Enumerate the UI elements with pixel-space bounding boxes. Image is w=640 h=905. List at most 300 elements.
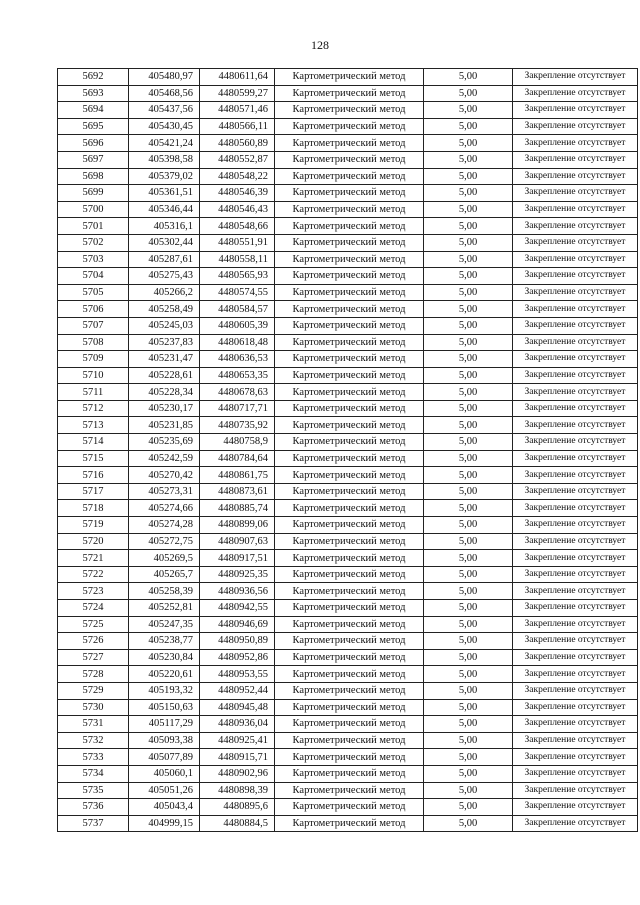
x-coordinate-cell: 405193,32 <box>129 682 200 699</box>
accuracy-cell: 5,00 <box>424 351 513 368</box>
fixing-description-cell: Закрепление отсутствует <box>513 732 638 749</box>
x-coordinate-cell: 405258,49 <box>129 301 200 318</box>
accuracy-cell: 5,00 <box>424 749 513 766</box>
x-coordinate-cell: 405237,83 <box>129 334 200 351</box>
table-row <box>58 334 638 351</box>
accuracy-cell: 5,00 <box>424 151 513 168</box>
point-number-cell: 5698 <box>58 168 129 185</box>
accuracy-cell: 5,00 <box>424 533 513 550</box>
x-coordinate-cell: 405468,56 <box>129 85 200 102</box>
fixing-description-cell: Закрепление отсутствует <box>513 600 638 617</box>
table-row <box>58 566 638 583</box>
table-row <box>58 85 638 102</box>
accuracy-cell: 5,00 <box>424 201 513 218</box>
accuracy-cell: 5,00 <box>424 799 513 816</box>
table-row <box>58 600 638 617</box>
accuracy-cell: 5,00 <box>424 633 513 650</box>
fixing-description-cell: Закрепление отсутствует <box>513 765 638 782</box>
accuracy-cell: 5,00 <box>424 185 513 202</box>
fixing-description-cell: Закрепление отсутствует <box>513 699 638 716</box>
table-row <box>58 450 638 467</box>
point-number-cell: 5712 <box>58 400 129 417</box>
x-coordinate-cell: 405235,69 <box>129 434 200 451</box>
fixing-description-cell: Закрепление отсутствует <box>513 400 638 417</box>
y-coordinate-cell: 4480636,53 <box>200 351 275 368</box>
table-row <box>58 732 638 749</box>
accuracy-cell: 5,00 <box>424 550 513 567</box>
method-cell: Картометрический метод <box>275 483 424 500</box>
y-coordinate-cell: 4480571,46 <box>200 102 275 119</box>
table-row <box>58 185 638 202</box>
accuracy-cell: 5,00 <box>424 434 513 451</box>
fixing-description-cell: Закрепление отсутствует <box>513 384 638 401</box>
method-cell: Картометрический метод <box>275 716 424 733</box>
y-coordinate-cell: 4480917,51 <box>200 550 275 567</box>
x-coordinate-cell: 405252,81 <box>129 600 200 617</box>
x-coordinate-cell: 405228,61 <box>129 367 200 384</box>
y-coordinate-cell: 4480618,48 <box>200 334 275 351</box>
method-cell: Картометрический метод <box>275 168 424 185</box>
point-number-cell: 5725 <box>58 616 129 633</box>
accuracy-cell: 5,00 <box>424 317 513 334</box>
table-row <box>58 284 638 301</box>
point-number-cell: 5700 <box>58 201 129 218</box>
y-coordinate-cell: 4480907,63 <box>200 533 275 550</box>
x-coordinate-cell: 405093,38 <box>129 732 200 749</box>
x-coordinate-cell: 405274,66 <box>129 500 200 517</box>
x-coordinate-cell: 404999,15 <box>129 815 200 832</box>
method-cell: Картометрический метод <box>275 600 424 617</box>
table-row <box>58 799 638 816</box>
point-number-cell: 5707 <box>58 317 129 334</box>
accuracy-cell: 5,00 <box>424 732 513 749</box>
fixing-description-cell: Закрепление отсутствует <box>513 749 638 766</box>
method-cell: Картометрический метод <box>275 268 424 285</box>
accuracy-cell: 5,00 <box>424 102 513 119</box>
x-coordinate-cell: 405238,77 <box>129 633 200 650</box>
table-row <box>58 135 638 152</box>
point-number-cell: 5734 <box>58 765 129 782</box>
point-number-cell: 5693 <box>58 85 129 102</box>
fixing-description-cell: Закрепление отсутствует <box>513 467 638 484</box>
y-coordinate-cell: 4480546,43 <box>200 201 275 218</box>
table-row <box>58 251 638 268</box>
y-coordinate-cell: 4480574,55 <box>200 284 275 301</box>
y-coordinate-cell: 4480925,41 <box>200 732 275 749</box>
y-coordinate-cell: 4480902,96 <box>200 765 275 782</box>
accuracy-cell: 5,00 <box>424 517 513 534</box>
table-row <box>58 317 638 334</box>
method-cell: Картометрический метод <box>275 749 424 766</box>
point-number-cell: 5732 <box>58 732 129 749</box>
point-number-cell: 5719 <box>58 517 129 534</box>
x-coordinate-cell: 405269,5 <box>129 550 200 567</box>
y-coordinate-cell: 4480758,9 <box>200 434 275 451</box>
y-coordinate-cell: 4480952,44 <box>200 682 275 699</box>
fixing-description-cell: Закрепление отсутствует <box>513 118 638 135</box>
point-number-cell: 5728 <box>58 666 129 683</box>
accuracy-cell: 5,00 <box>424 118 513 135</box>
accuracy-cell: 5,00 <box>424 450 513 467</box>
point-number-cell: 5694 <box>58 102 129 119</box>
x-coordinate-cell: 405150,63 <box>129 699 200 716</box>
x-coordinate-cell: 405270,42 <box>129 467 200 484</box>
y-coordinate-cell: 4480885,74 <box>200 500 275 517</box>
method-cell: Картометрический метод <box>275 367 424 384</box>
point-number-cell: 5737 <box>58 815 129 832</box>
fixing-description-cell: Закрепление отсутствует <box>513 500 638 517</box>
point-number-cell: 5721 <box>58 550 129 567</box>
y-coordinate-cell: 4480942,55 <box>200 600 275 617</box>
method-cell: Картометрический метод <box>275 815 424 832</box>
table-row <box>58 467 638 484</box>
y-coordinate-cell: 4480873,61 <box>200 483 275 500</box>
fixing-description-cell: Закрепление отсутствует <box>513 135 638 152</box>
accuracy-cell: 5,00 <box>424 251 513 268</box>
accuracy-cell: 5,00 <box>424 218 513 235</box>
table-row <box>58 666 638 683</box>
method-cell: Картометрический метод <box>275 699 424 716</box>
method-cell: Картометрический метод <box>275 185 424 202</box>
accuracy-cell: 5,00 <box>424 168 513 185</box>
point-number-cell: 5711 <box>58 384 129 401</box>
table-row <box>58 682 638 699</box>
method-cell: Картометрический метод <box>275 517 424 534</box>
point-number-cell: 5720 <box>58 533 129 550</box>
method-cell: Картометрический метод <box>275 616 424 633</box>
accuracy-cell: 5,00 <box>424 85 513 102</box>
y-coordinate-cell: 4480936,04 <box>200 716 275 733</box>
point-number-cell: 5733 <box>58 749 129 766</box>
method-cell: Картометрический метод <box>275 732 424 749</box>
fixing-description-cell: Закрепление отсутствует <box>513 533 638 550</box>
x-coordinate-cell: 405060,1 <box>129 765 200 782</box>
y-coordinate-cell: 4480548,22 <box>200 168 275 185</box>
x-coordinate-cell: 405398,58 <box>129 151 200 168</box>
x-coordinate-cell: 405274,28 <box>129 517 200 534</box>
point-number-cell: 5727 <box>58 649 129 666</box>
y-coordinate-cell: 4480884,5 <box>200 815 275 832</box>
x-coordinate-cell: 405379,02 <box>129 168 200 185</box>
y-coordinate-cell: 4480950,89 <box>200 633 275 650</box>
method-cell: Картометрический метод <box>275 334 424 351</box>
point-number-cell: 5705 <box>58 284 129 301</box>
table-row <box>58 749 638 766</box>
point-number-cell: 5704 <box>58 268 129 285</box>
method-cell: Картометрический метод <box>275 417 424 434</box>
method-cell: Картометрический метод <box>275 533 424 550</box>
table-row <box>58 716 638 733</box>
method-cell: Картометрический метод <box>275 351 424 368</box>
x-coordinate-cell: 405220,61 <box>129 666 200 683</box>
point-number-cell: 5724 <box>58 600 129 617</box>
fixing-description-cell: Закрепление отсутствует <box>513 633 638 650</box>
table-body <box>58 69 638 832</box>
y-coordinate-cell: 4480551,91 <box>200 234 275 251</box>
y-coordinate-cell: 4480552,87 <box>200 151 275 168</box>
y-coordinate-cell: 4480735,92 <box>200 417 275 434</box>
table-row <box>58 616 638 633</box>
point-number-cell: 5710 <box>58 367 129 384</box>
method-cell: Картометрический метод <box>275 434 424 451</box>
method-cell: Картометрический метод <box>275 234 424 251</box>
method-cell: Картометрический метод <box>275 799 424 816</box>
y-coordinate-cell: 4480560,89 <box>200 135 275 152</box>
accuracy-cell: 5,00 <box>424 483 513 500</box>
fixing-description-cell: Закрепление отсутствует <box>513 566 638 583</box>
table-row <box>58 351 638 368</box>
fixing-description-cell: Закрепление отсутствует <box>513 185 638 202</box>
fixing-description-cell: Закрепление отсутствует <box>513 151 638 168</box>
fixing-description-cell: Закрепление отсутствует <box>513 434 638 451</box>
fixing-description-cell: Закрепление отсутствует <box>513 301 638 318</box>
table-row <box>58 533 638 550</box>
table-row <box>58 384 638 401</box>
y-coordinate-cell: 4480946,69 <box>200 616 275 633</box>
method-cell: Картометрический метод <box>275 633 424 650</box>
accuracy-cell: 5,00 <box>424 135 513 152</box>
x-coordinate-cell: 405242,59 <box>129 450 200 467</box>
y-coordinate-cell: 4480599,27 <box>200 85 275 102</box>
table-row <box>58 151 638 168</box>
method-cell: Картометрический метод <box>275 135 424 152</box>
point-number-cell: 5692 <box>58 69 129 86</box>
fixing-description-cell: Закрепление отсутствует <box>513 649 638 666</box>
table-row <box>58 483 638 500</box>
x-coordinate-cell: 405287,61 <box>129 251 200 268</box>
fixing-description-cell: Закрепление отсутствует <box>513 351 638 368</box>
accuracy-cell: 5,00 <box>424 268 513 285</box>
x-coordinate-cell: 405230,84 <box>129 649 200 666</box>
y-coordinate-cell: 4480936,56 <box>200 583 275 600</box>
accuracy-cell: 5,00 <box>424 500 513 517</box>
accuracy-cell: 5,00 <box>424 682 513 699</box>
y-coordinate-cell: 4480953,55 <box>200 666 275 683</box>
fixing-description-cell: Закрепление отсутствует <box>513 69 638 86</box>
method-cell: Картометрический метод <box>275 682 424 699</box>
accuracy-cell: 5,00 <box>424 716 513 733</box>
accuracy-cell: 5,00 <box>424 815 513 832</box>
method-cell: Картометрический метод <box>275 201 424 218</box>
fixing-description-cell: Закрепление отсутствует <box>513 367 638 384</box>
method-cell: Картометрический метод <box>275 765 424 782</box>
point-number-cell: 5713 <box>58 417 129 434</box>
point-number-cell: 5714 <box>58 434 129 451</box>
point-number-cell: 5708 <box>58 334 129 351</box>
y-coordinate-cell: 4480925,35 <box>200 566 275 583</box>
fixing-description-cell: Закрепление отсутствует <box>513 583 638 600</box>
point-number-cell: 5703 <box>58 251 129 268</box>
accuracy-cell: 5,00 <box>424 334 513 351</box>
y-coordinate-cell: 4480899,06 <box>200 517 275 534</box>
y-coordinate-cell: 4480861,75 <box>200 467 275 484</box>
method-cell: Картометрический метод <box>275 85 424 102</box>
method-cell: Картометрический метод <box>275 400 424 417</box>
y-coordinate-cell: 4480611,64 <box>200 69 275 86</box>
table-row <box>58 765 638 782</box>
fixing-description-cell: Закрепление отсутствует <box>513 450 638 467</box>
accuracy-cell: 5,00 <box>424 301 513 318</box>
fixing-description-cell: Закрепление отсутствует <box>513 682 638 699</box>
table-row <box>58 218 638 235</box>
y-coordinate-cell: 4480558,11 <box>200 251 275 268</box>
point-number-cell: 5730 <box>58 699 129 716</box>
y-coordinate-cell: 4480584,57 <box>200 301 275 318</box>
method-cell: Картометрический метод <box>275 550 424 567</box>
y-coordinate-cell: 4480678,63 <box>200 384 275 401</box>
table-row <box>58 815 638 832</box>
table-row <box>58 301 638 318</box>
table-row <box>58 583 638 600</box>
method-cell: Картометрический метод <box>275 649 424 666</box>
method-cell: Картометрический метод <box>275 467 424 484</box>
fixing-description-cell: Закрепление отсутствует <box>513 616 638 633</box>
x-coordinate-cell: 405247,35 <box>129 616 200 633</box>
method-cell: Картометрический метод <box>275 583 424 600</box>
point-number-cell: 5716 <box>58 467 129 484</box>
table-row <box>58 118 638 135</box>
y-coordinate-cell: 4480565,93 <box>200 268 275 285</box>
method-cell: Картометрический метод <box>275 69 424 86</box>
fixing-description-cell: Закрепление отсутствует <box>513 218 638 235</box>
table-row <box>58 550 638 567</box>
x-coordinate-cell: 405051,26 <box>129 782 200 799</box>
fixing-description-cell: Закрепление отсутствует <box>513 334 638 351</box>
table-row <box>58 367 638 384</box>
point-number-cell: 5735 <box>58 782 129 799</box>
fixing-description-cell: Закрепление отсутствует <box>513 317 638 334</box>
y-coordinate-cell: 4480945,48 <box>200 699 275 716</box>
method-cell: Картометрический метод <box>275 118 424 135</box>
accuracy-cell: 5,00 <box>424 666 513 683</box>
accuracy-cell: 5,00 <box>424 69 513 86</box>
y-coordinate-cell: 4480952,86 <box>200 649 275 666</box>
y-coordinate-cell: 4480898,39 <box>200 782 275 799</box>
table-row <box>58 417 638 434</box>
table-row <box>58 434 638 451</box>
method-cell: Картометрический метод <box>275 566 424 583</box>
point-number-cell: 5695 <box>58 118 129 135</box>
method-cell: Картометрический метод <box>275 284 424 301</box>
fixing-description-cell: Закрепление отсутствует <box>513 168 638 185</box>
accuracy-cell: 5,00 <box>424 467 513 484</box>
accuracy-cell: 5,00 <box>424 699 513 716</box>
point-number-cell: 5706 <box>58 301 129 318</box>
x-coordinate-cell: 405275,43 <box>129 268 200 285</box>
accuracy-cell: 5,00 <box>424 367 513 384</box>
y-coordinate-cell: 4480653,35 <box>200 367 275 384</box>
page-number: 128 <box>311 38 329 52</box>
accuracy-cell: 5,00 <box>424 400 513 417</box>
y-coordinate-cell: 4480895,6 <box>200 799 275 816</box>
y-coordinate-cell: 4480915,71 <box>200 749 275 766</box>
x-coordinate-cell: 405077,89 <box>129 749 200 766</box>
point-number-cell: 5699 <box>58 185 129 202</box>
x-coordinate-cell: 405421,24 <box>129 135 200 152</box>
y-coordinate-cell: 4480717,71 <box>200 400 275 417</box>
x-coordinate-cell: 405266,2 <box>129 284 200 301</box>
point-number-cell: 5731 <box>58 716 129 733</box>
method-cell: Картометрический метод <box>275 151 424 168</box>
table-row <box>58 500 638 517</box>
method-cell: Картометрический метод <box>275 500 424 517</box>
x-coordinate-cell: 405346,44 <box>129 201 200 218</box>
fixing-description-cell: Закрепление отсутствует <box>513 234 638 251</box>
point-number-cell: 5696 <box>58 135 129 152</box>
method-cell: Картометрический метод <box>275 301 424 318</box>
point-number-cell: 5702 <box>58 234 129 251</box>
point-number-cell: 5736 <box>58 799 129 816</box>
fixing-description-cell: Закрепление отсутствует <box>513 417 638 434</box>
x-coordinate-cell: 405228,34 <box>129 384 200 401</box>
accuracy-cell: 5,00 <box>424 417 513 434</box>
x-coordinate-cell: 405437,56 <box>129 102 200 119</box>
point-number-cell: 5723 <box>58 583 129 600</box>
fixing-description-cell: Закрепление отсутствует <box>513 201 638 218</box>
x-coordinate-cell: 405230,17 <box>129 400 200 417</box>
point-number-cell: 5697 <box>58 151 129 168</box>
x-coordinate-cell: 405272,75 <box>129 533 200 550</box>
point-number-cell: 5717 <box>58 483 129 500</box>
fixing-description-cell: Закрепление отсутствует <box>513 85 638 102</box>
fixing-description-cell: Закрепление отсутствует <box>513 251 638 268</box>
x-coordinate-cell: 405361,51 <box>129 185 200 202</box>
fixing-description-cell: Закрепление отсутствует <box>513 517 638 534</box>
fixing-description-cell: Закрепление отсутствует <box>513 102 638 119</box>
fixing-description-cell: Закрепление отсутствует <box>513 782 638 799</box>
method-cell: Картометрический метод <box>275 317 424 334</box>
y-coordinate-cell: 4480605,39 <box>200 317 275 334</box>
point-number-cell: 5722 <box>58 566 129 583</box>
x-coordinate-cell: 405273,31 <box>129 483 200 500</box>
fixing-description-cell: Закрепление отсутствует <box>513 268 638 285</box>
x-coordinate-cell: 405430,45 <box>129 118 200 135</box>
fixing-description-cell: Закрепление отсутствует <box>513 815 638 832</box>
table-row <box>58 400 638 417</box>
accuracy-cell: 5,00 <box>424 616 513 633</box>
method-cell: Картометрический метод <box>275 666 424 683</box>
method-cell: Картометрический метод <box>275 782 424 799</box>
method-cell: Картометрический метод <box>275 384 424 401</box>
y-coordinate-cell: 4480566,11 <box>200 118 275 135</box>
point-number-cell: 5726 <box>58 633 129 650</box>
table-row <box>58 69 638 86</box>
x-coordinate-cell: 405117,29 <box>129 716 200 733</box>
table-row <box>58 782 638 799</box>
x-coordinate-cell: 405258,39 <box>129 583 200 600</box>
y-coordinate-cell: 4480784,64 <box>200 450 275 467</box>
table-row <box>58 517 638 534</box>
fixing-description-cell: Закрепление отсутствует <box>513 550 638 567</box>
accuracy-cell: 5,00 <box>424 765 513 782</box>
fixing-description-cell: Закрепление отсутствует <box>513 483 638 500</box>
method-cell: Картометрический метод <box>275 450 424 467</box>
fixing-description-cell: Закрепление отсутствует <box>513 716 638 733</box>
x-coordinate-cell: 405265,7 <box>129 566 200 583</box>
table-row <box>58 649 638 666</box>
accuracy-cell: 5,00 <box>424 566 513 583</box>
point-number-cell: 5729 <box>58 682 129 699</box>
fixing-description-cell: Закрепление отсутствует <box>513 666 638 683</box>
accuracy-cell: 5,00 <box>424 384 513 401</box>
method-cell: Картометрический метод <box>275 102 424 119</box>
accuracy-cell: 5,00 <box>424 234 513 251</box>
point-number-cell: 5701 <box>58 218 129 235</box>
table-row <box>58 699 638 716</box>
accuracy-cell: 5,00 <box>424 583 513 600</box>
coordinates-table <box>57 68 638 832</box>
table-row <box>58 234 638 251</box>
